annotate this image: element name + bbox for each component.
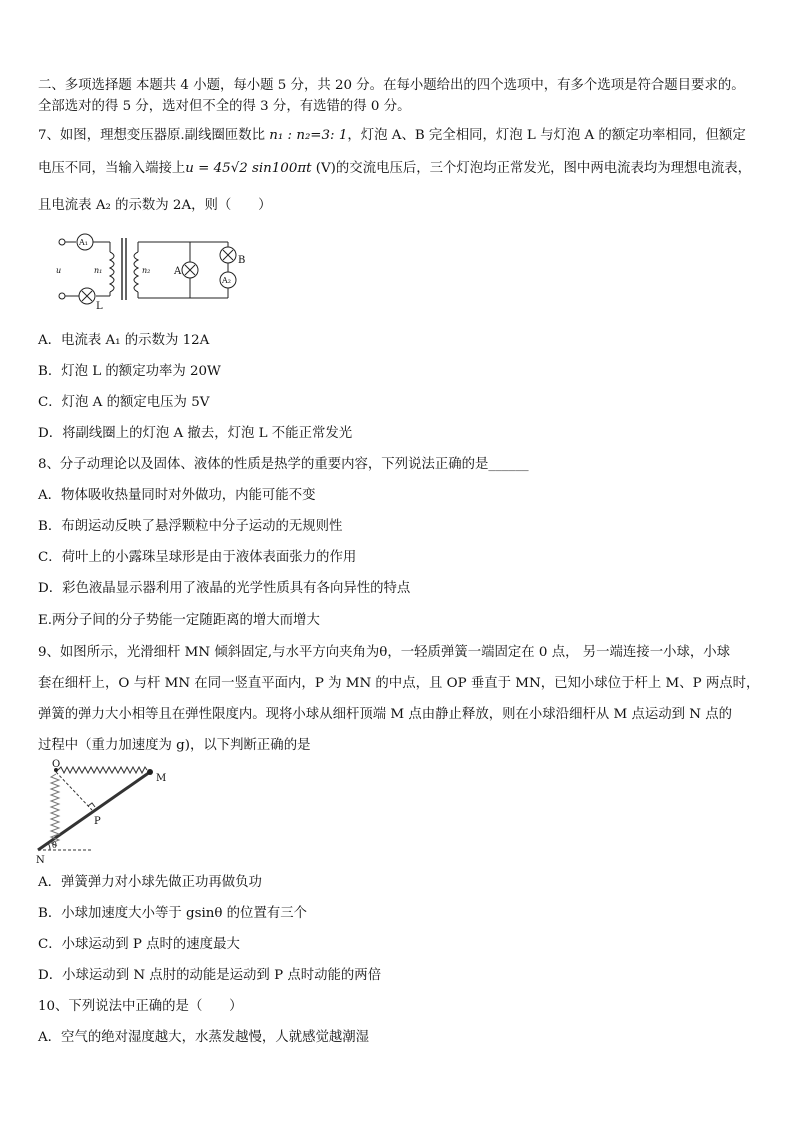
section-header-line1: 二、多项选择题 本题共 4 小题，每小题 5 分，共 20 分。在每小题给出的四个选项中，有多个选项是符合题目要求的。 xyxy=(38,78,745,93)
q10-option-a: A．空气的绝对湿度越大，水蒸发越慢，人就感觉越潮湿 xyxy=(38,1030,370,1045)
theta-arc xyxy=(48,843,50,850)
label-m: M xyxy=(156,773,167,784)
q7-option-a: A．电流表 A₁ 的示数为 12A xyxy=(38,333,210,348)
q9-stem-line1: 9、如图所示，光滑细杆 MN 倾斜固定,与水平方向夹角为θ，一轻质弹簧一端固定在 0 点， 另一端连接一小球，小球 xyxy=(38,645,731,660)
q7-circuit-diagram xyxy=(50,230,250,312)
q9-option-a: A．弹簧弹力对小球先做正功再做负功 xyxy=(38,875,262,890)
label-u: u xyxy=(56,266,62,275)
q8-option-d: D．彩色液晶显示器利用了液晶的光学性质具有各向异性的特点 xyxy=(38,581,411,596)
label-a1: A₁ xyxy=(79,238,88,247)
label-n2: n₂ xyxy=(142,266,151,275)
secondary-coil xyxy=(134,252,138,292)
q8-option-a: A．物体吸收热量同时对外做功，内能可能不变 xyxy=(38,488,316,503)
q7-turns-ratio: n₁ : n₂=3: 1 xyxy=(269,128,348,143)
q7-voltage-formula: u = 45√2 sin100πt xyxy=(185,161,312,176)
q9-spring-rod-diagram xyxy=(30,758,180,866)
q7-stem-text-d: (V)的交流电压后，三个灯泡均正常发光，图中两电流表均为理想电流表， xyxy=(311,161,752,176)
section-header-line2: 全部选对的得 5 分，选对但不全的得 3 分，有选错的得 0 分。 xyxy=(38,99,411,114)
q7-stem-line1 xyxy=(38,127,746,145)
spring-om xyxy=(58,767,147,773)
q9-stem-line2: 套在细杆上，O 与杆 MN 在同一竖直平面内，P 为 MN 的中点，且 OP 垂直于 MN，已知小球位于杆上 M、P 两点时， xyxy=(38,676,760,691)
primary-coil xyxy=(110,252,114,292)
label-n: N xyxy=(36,855,45,866)
q7-stem-line2 xyxy=(38,160,751,178)
ball-m xyxy=(147,769,153,775)
q7-stem-text-b: ，灯泡 A、B 完全相同，灯泡 L 与灯泡 A 的额定功率相同，但额定 xyxy=(347,128,746,143)
input-terminal-top xyxy=(59,239,65,245)
q7-stem-text-a: 7、如图，理想变压器原.副线圈匝数比 xyxy=(38,128,270,143)
q8-option-e: E.两分子间的分子势能一定随距离的增大而增大 xyxy=(38,613,320,628)
q10-stem: 10、下列说法中正确的是（ ） xyxy=(38,999,243,1014)
q7-option-b: B．灯泡 L 的额定功率为 20W xyxy=(38,364,221,379)
dashed-op xyxy=(56,772,92,810)
label-lamp-a: A xyxy=(174,266,182,277)
input-terminal-bottom xyxy=(59,293,65,299)
q9-stem-line3: 弹簧的弹力大小相等且在弹性限度内。现将小球从细杆顶端 M 点由静止释放，则在小球沿细杆从 M 点运动到 N 点的 xyxy=(38,707,733,722)
q7-option-c: C．灯泡 A 的额定电压为 5V xyxy=(38,395,210,410)
q9-option-d: D．小球运动到 N 点肘的动能是运动到 P 点时动能的两倍 xyxy=(38,968,382,983)
q9-option-b: B．小球加速度大小等于 gsinθ 的位置有三个 xyxy=(38,906,308,921)
q9-option-c: C．小球运动到 P 点时的速度最大 xyxy=(38,937,240,952)
label-lamp-l: L xyxy=(96,301,103,312)
q9-stem-line4: 过程中（重力加速度为 g)，以下判断正确的是 xyxy=(38,738,311,753)
q8-stem: 8、分子动理论以及固体、液体的性质是热学的重要内容，下列说法正确的是______ xyxy=(38,457,529,472)
q7-stem-line3: 且电流表 A₂ 的示数为 2A，则（ ） xyxy=(38,198,272,213)
q8-option-b: B．布朗运动反映了悬浮颗粒中分子运动的无规则性 xyxy=(38,519,343,534)
q8-option-c: C．荷叶上的小露珠呈球形是由于液体表面张力的作用 xyxy=(38,550,357,565)
q7-option-d: D．将副线圈上的灯泡 A 撤去，灯泡 L 不能正常发光 xyxy=(38,426,353,441)
q7-stem-text-c: 电压不同，当输入端接上 xyxy=(38,161,186,176)
label-theta: θ xyxy=(52,841,57,850)
label-n1: n₁ xyxy=(94,266,103,275)
label-p: P xyxy=(94,816,101,827)
label-o: O xyxy=(52,759,61,770)
label-a2: A₂ xyxy=(222,276,231,285)
label-lamp-b: B xyxy=(238,255,246,266)
